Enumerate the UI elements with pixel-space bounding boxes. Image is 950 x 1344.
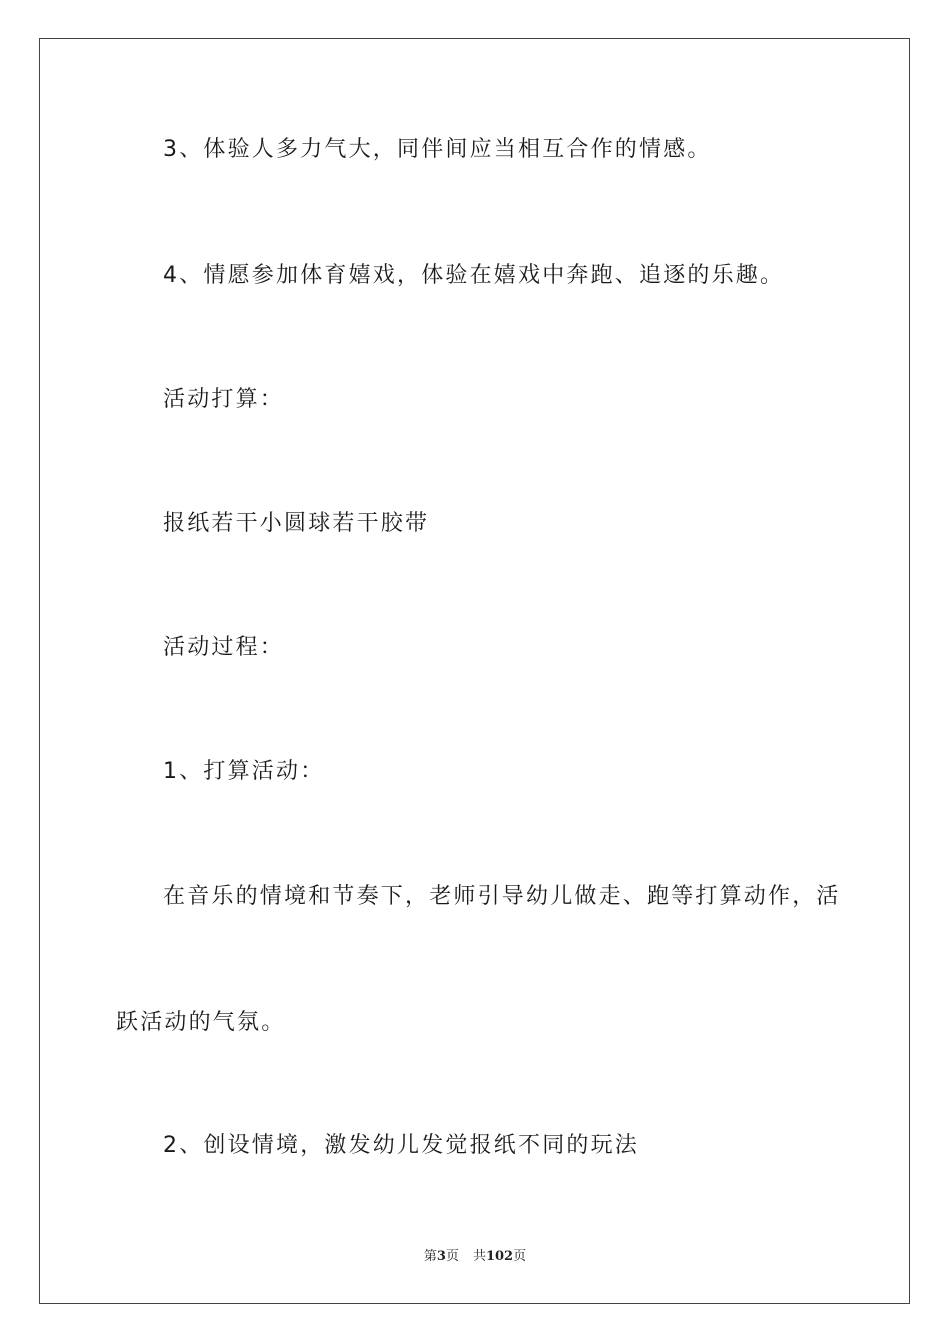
footer-prefix: 第 bbox=[423, 1249, 437, 1264]
footer-total-prefix: 共 bbox=[472, 1249, 486, 1264]
paragraph-objective-3: 3、体验人多力气大，同伴间应当相互合作的情感。 bbox=[163, 137, 712, 162]
paragraph-materials: 报纸若干小圆球若干胶带 bbox=[163, 511, 430, 536]
footer-total-suffix: 页 bbox=[513, 1249, 527, 1264]
paragraph-step-1-line-1: 在音乐的情境和节奏下，老师引导幼儿做走、跑等打算动作，活 bbox=[163, 884, 841, 909]
heading-preparation: 活动打算： bbox=[163, 387, 285, 412]
heading-process: 活动过程： bbox=[163, 635, 285, 660]
footer-page-suffix: 页 bbox=[445, 1249, 459, 1264]
heading-step-1: 1、打算活动： bbox=[163, 759, 325, 784]
footer-current-page: 3 bbox=[436, 1249, 446, 1264]
paragraph-step-1-line-2: 跃活动的气氛。 bbox=[116, 1010, 286, 1035]
page-footer bbox=[0, 1248, 950, 1266]
heading-step-2: 2、创设情境，激发幼儿发觉报纸不同的玩法 bbox=[163, 1133, 639, 1158]
page-border bbox=[39, 38, 910, 1304]
footer-total-pages: 102 bbox=[485, 1249, 514, 1264]
paragraph-objective-4: 4、情愿参加体育嬉戏，体验在嬉戏中奔跑、追逐的乐趣。 bbox=[163, 263, 785, 288]
